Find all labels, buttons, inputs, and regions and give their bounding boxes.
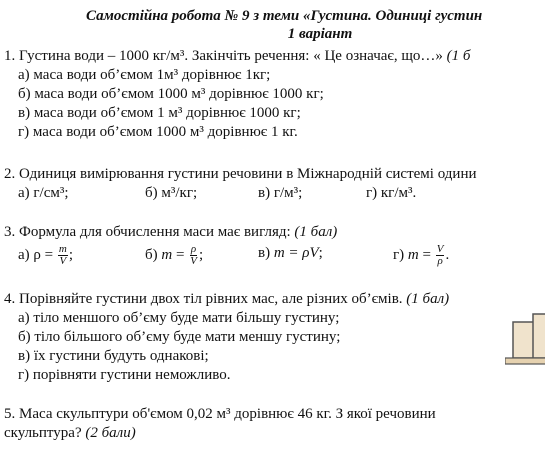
question-4-text: 4. Порівняйте густини двох тіл рівних мас, але різних об’ємів. [4, 291, 407, 307]
q3-option-c: в) m = ρV; [258, 245, 323, 261]
question-5-line-1: 5. Маса скульптури об'ємом 0,02 м³ дорівнює 46 кг. З якої речовини [4, 406, 436, 422]
question-3-points: (1 бал) [294, 224, 338, 240]
q2-option-d: г) кг/м³. [366, 185, 417, 201]
q3-option-a: а) ρ = $\frac{m}{V}$ ; [18, 243, 73, 267]
worksheet-title: Самостійна робота № 9 з теми «Густина. Одиниці густин [86, 8, 483, 24]
variant-label: 1 варіант [287, 26, 353, 42]
comparison-figure [505, 300, 545, 380]
q4-option-a: а) тіло меншого об’єму буде мати більшу густину; [18, 310, 340, 326]
q4-option-d: г) порівняти густини неможливо. [18, 367, 231, 383]
q4-option-c: в) їх густини будуть однакові; [18, 348, 209, 364]
q1-option-a: а) маса води об’ємом 1м³ дорівнює 1кг; [18, 67, 271, 83]
q1-option-d: г) маса води об’ємом 1000 м³ дорівнює 1 кг. [18, 124, 298, 140]
q2-option-a: а) г/см³; [18, 185, 69, 201]
question-1-text: 1. Густина води – 1000 кг/м³. Закінчіть речення: « Це означає, що…» [4, 48, 447, 64]
q3-option-b: б) m = $\frac{\rho}{V}$ ; [145, 243, 204, 267]
figure-block-right [533, 314, 545, 358]
question-5-line-2: скульптура? (2 бали) [4, 425, 136, 441]
q1-option-c: в) маса води об’ємом 1 м³ дорівнює 1000 кг; [18, 105, 301, 121]
fraction-rho-over-v: $\frac{\rho}{V}$ [190, 243, 197, 267]
question-4 [4, 290, 449, 308]
question-3 [4, 223, 337, 241]
question-2-text: 2. Одиниця вимірювання густини речовини в Міжнародній системі одини [4, 166, 477, 182]
question-4-points: (1 бал) [406, 291, 450, 307]
question-1 [4, 47, 470, 65]
q2-option-c: в) г/м³; [258, 185, 303, 201]
question-3-text: 3. Формула для обчислення маси має вигляд: [4, 224, 295, 240]
q1-option-b: б) маса води об’ємом 1000 м³ дорівнює 1000 кг; [18, 86, 324, 102]
q3-option-d: г) m = $\frac{V}{\rho}$ . [393, 243, 450, 267]
q4-option-b: б) тіло більшого об’єму буде мати меншу густину; [18, 329, 341, 345]
question-5-points: (2 бали) [85, 425, 136, 441]
fraction-m-over-v: $\frac{m}{V}$ [58, 243, 67, 267]
question-1-points: (1 б [446, 48, 471, 64]
fraction-v-over-rho: $\frac{V}{\rho}$ [436, 243, 444, 267]
figure-base [505, 358, 545, 364]
q2-option-b: б) м³/кг; [145, 185, 198, 201]
